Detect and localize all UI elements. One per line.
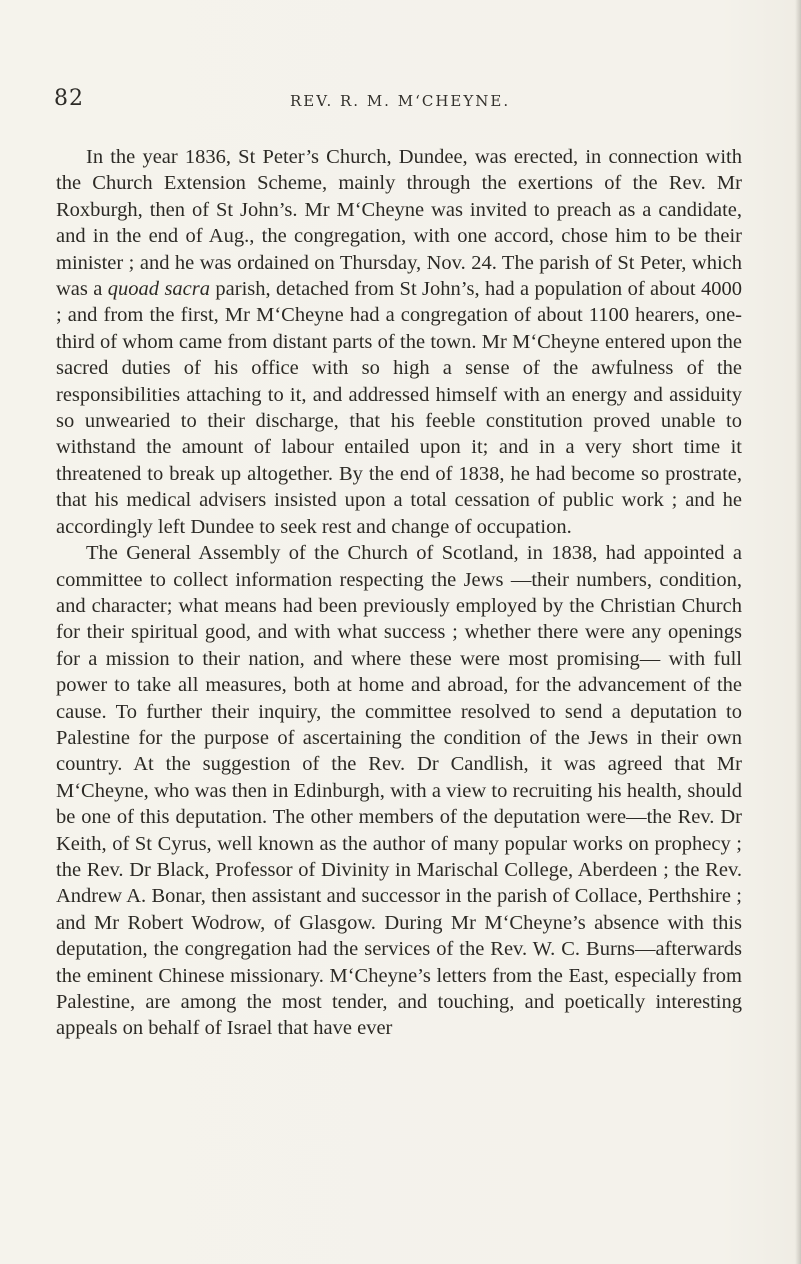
page-header — [54, 86, 746, 116]
page-number: 82 — [54, 86, 84, 111]
body-text — [56, 144, 742, 1042]
paragraph-1-text-end: parish, detached from St John’s, had a population of about 4000 ; and from the first, Mr M‘Cheyne had a congregation of about 1100 hearers, one-third of whom came from distant parts of the town. Mr M‘Cheyne entered upon the sacred duties of his office with so high a sense of the awfulness of the responsibilities attaching to it, and addressed himself with an energy and assiduity so unwearied to their discharge, that his feeble constitution proved unable to withstand the amount of labour entailed upon it; and in a very short time it threatened to break up altogether. By the end of 1838, he had become so prostrate, that his medical advisers insisted upon a total cessation of public work ; and he accordingly left Dundee to seek rest and change of occupation. — [56, 278, 743, 538]
running-head: REV. R. M. M‘CHEYNE. — [290, 92, 511, 110]
paragraph-2: The General Assembly of the Church of Scotland, in 1838, had appointed a committee to collect information respecting the Jews —their numbers, condition, and character; what means had been previously employed by the Christian Church for their spiritual good, and with what success ; whether there were any openings for a mission to their nation, and where these were most promising— with full power to take all measures, both at home and abroad, for the advancement of the cause. To further their inquiry, the committee resolved to send a deputation to Palestine for the purpose of ascertaining the condition of the Jews in their own country. At the suggestion of the Rev. Dr Candlish, it was agreed that Mr M‘Cheyne, who was then in Edinburgh, with a view to recruiting his health, should be one of this deputation. The other members of the deputation were—the Rev. Dr Keith, of St Cyrus, well known as the author of many popular works on prophecy ; the Rev. Dr Black, Professor of Divinity in Marischal College, Aberdeen ; the Rev. Andrew A. Bonar, then assistant and successor in the parish of Collace, Perthshire ; and Mr Robert Wodrow, of Glasgow. During Mr M‘Cheyne’s absence with this deputation, the congregation had the services of the Rev. W. C. Burns—afterwards the eminent Chinese missionary. M‘Cheyne’s letters from the East, especially from Palestine, are among the most tender, and touching, and poetically interesting appeals on behalf of Israel that have ever — [56, 542, 742, 1040]
italic-term: quoad sacra — [107, 278, 211, 301]
page-edge-shadow — [795, 0, 801, 1264]
paragraph-1-text-start: In the year 1836, St Peter’s Church, Dundee, was erected, in connection with the Church Extension Scheme, mainly through the exertions of the Rev. Mr Roxburgh, then of St John’s. Mr M‘Cheyne was invited to preach as a candidate, and in the end of Aug., the congregation, with one accord, chose him to be their minister ; and he was ordained on Thursday, Nov. 24. The parish of St Peter, which was a — [56, 146, 742, 301]
paragraph-1 — [56, 144, 742, 540]
